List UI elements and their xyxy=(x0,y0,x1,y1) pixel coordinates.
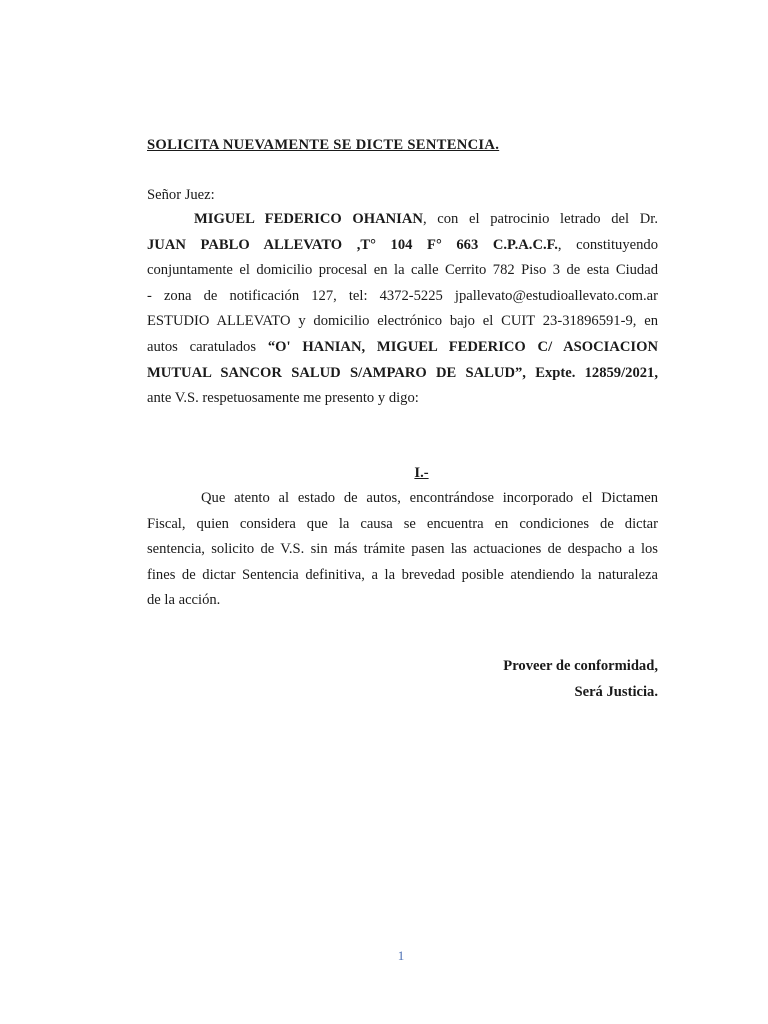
intro-line-6-text: autos caratulados xyxy=(147,339,268,355)
body-line-1: Que atento al estado de autos, encontrándose incorporado el Dictamen xyxy=(201,490,658,506)
closing-line-1: Proveer de conformidad, xyxy=(503,658,658,674)
intro-line-6 xyxy=(147,339,658,356)
page-number: 1 xyxy=(397,948,405,963)
intro-line-5: ESTUDIO ALLEVATO y domicilio electrónico bajo el CUIT 23-31896591-9, en xyxy=(147,313,658,329)
client-name: MIGUEL FEDERICO OHANIAN xyxy=(194,211,423,227)
document-title: SOLICITA NUEVAMENTE SE DICTE SENTENCIA. xyxy=(147,137,500,153)
salutation: Señor Juez: xyxy=(147,187,215,203)
intro-line-2-text: , constituyendo xyxy=(557,237,658,253)
lawyer-name: JUAN PABLO ALLEVATO ,T° 104 F° 663 C.P.A.C.F. xyxy=(147,237,558,253)
body-line-2: Fiscal, quien considera que la causa se encuentra en condiciones de dictar xyxy=(147,516,658,532)
intro-line-3: conjuntamente el domicilio procesal en la calle Cerrito 782 Piso 3 de esta Ciudad xyxy=(147,262,658,278)
intro-line-2 xyxy=(147,237,658,254)
closing-line-2: Será Justicia. xyxy=(574,684,658,700)
section-heading: I.- xyxy=(414,465,429,481)
body-line-3: sentencia, solicito de V.S. sin más trámite pasen las actuaciones de despacho a los xyxy=(147,541,658,557)
intro-line-1-text: , con el patrocinio letrado del Dr. xyxy=(422,211,658,227)
intro-line-4: - zona de notificación 127, tel: 4372-5225 jpallevato@estudioallevato.com.ar xyxy=(147,288,658,304)
intro-line-8: ante V.S. respetuosamente me presento y digo: xyxy=(147,390,419,406)
case-caption-start: “O' HANIAN, MIGUEL FEDERICO C/ ASOCIACION xyxy=(267,339,658,355)
intro-line-1 xyxy=(194,211,658,228)
body-line-5: de la acción. xyxy=(147,592,221,608)
case-caption-end: MUTUAL SANCOR SALUD S/AMPARO DE SALUD”, Expte. 12859/2021, xyxy=(147,365,658,381)
body-line-4: fines de dictar Sentencia definitiva, a la brevedad posible atendiendo la naturaleza xyxy=(147,567,658,583)
